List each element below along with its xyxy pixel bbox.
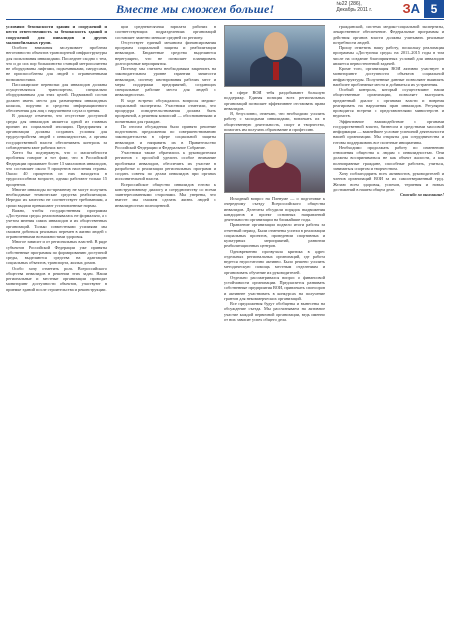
- paragraph: Эффективное взаимодействие с органами государственной власти, бизнесом и средствами массовой информации — важнейшее условие успешной деятельности нашей организации. Мы открыты для сотрудничества и готовы поддерживать все полезные инициативы.: [333, 118, 444, 145]
- paragraph: в сфере ВОИ тебя раздобывают большую поддержку. Единая позиция всех региональных организаций позволяет эффективнее отстаивать права инвалидов.: [224, 90, 325, 111]
- paragraph: Я, безусловно, отмечаю, что необходимо усилить работу с молодыми инвалидами, вовлекать их в общественную деятельность, спорт и творчество, помогать им получать образование и профессию.: [224, 111, 325, 132]
- paragraph: По итогам обсуждения было принято решение подготовить предложения по совершенствованию законодательства в сфере социальной защиты инвалидов и направить их в Правительство Российской Федерации и Федеральное Собрание.: [115, 123, 216, 150]
- paragraph: Правление организации подвело итоги работы за отчетный период. Были отмечены успехи в реализации социальных проектов, проведении спортивных и культурных мероприятий, развитии реабилитационных центров.: [224, 222, 325, 249]
- paragraph: Многое зависит и от региональных властей. В ряде субъектов Российской Федерации уже приняты собственные программы по формированию доступной среды, выделяются средства на адаптацию социальных объектов, транспорта, жилых домов.: [6, 239, 107, 266]
- paragraph: Хотел бы подчеркнуть, что о масштабности проблемы говорит и тот факт, что в Российской Федерации проживает более 13 миллионов инвалидов, что составляет около 9 процентов населения страны. Около 40 процентов из них находятся в трудоспособном возрасте, однако работают только 15 процентов.: [6, 150, 107, 187]
- column-2: [115, 24, 216, 631]
- closing-line: Спасибо за внимание!: [399, 192, 444, 197]
- paragraph: Поэтому мы считаем необходимым закрепить на законодательном уровне гарантии занятости инвалидов, систему квотирования рабочих мест и меры поддержки предприятий, создающих специальные рабочие места для людей с инвалидностью.: [115, 66, 216, 98]
- paragraph: В докладе отмечено, что отсутствие доступной среды для инвалидов является одной из главных причин их социальной изоляции. Предприятия и организации должны создавать условия для трудоустройства людей с инвалидностью, а органы государственной власти обеспечивать контроль за соблюдением квот рабочих мест.: [6, 113, 107, 150]
- paragraph: В ходе встречи обсуждались вопросы медико-социальной экспертизы. Участники отметили, что процедура освидетельствования должна быть прозрачной, а решения комиссий — обоснованными и понятными для граждан.: [115, 97, 216, 124]
- column-1: [6, 24, 107, 631]
- paragraph: ции среднемесячная зарплата рабочих в соответствующих подразделениях организаций составляет заметно меньше средней по региону.: [115, 24, 216, 40]
- paragraph: Участники также обратились к руководителям регионов с просьбой уделить особое внимание проблемам инвалидов, обеспечить их участие в разработке и реализации региональных программ и создать советы по делам инвалидов при органах исполнительной власти.: [115, 150, 216, 182]
- paragraph: Важно, чтобы государственная программа «Доступная среда» реализовывалась не формально, а с учетом мнения самих инвалидов и их общественных организаций. Только совместными усилиями мы сможем добиться реальных перемен в жизни людей с ограниченными возможностями здоровья.: [6, 207, 107, 239]
- paragraph: Многие инвалиды по-прежнему не могут получить необходимые технические средства реабилитации. Нередко их качество не соответствует требованиям, а сроки выдачи превышают установленные нормы.: [6, 186, 107, 208]
- paragraph: Отдельно рассматривался вопрос о финансовой устойчивости организации. Предлагается развивать собственные предприятия ВОИ, привлекать спонсоров и активнее участвовать в конкурсах на получение грантов для некоммерческих организаций.: [224, 274, 325, 301]
- paragraph: Кроме того, организация ВОИ активно участвует в мониторинге доступности объектов социальной инфраструктуры. Полученные данные позволяют выявлять наиболее проблемные места и добиваться их устранения.: [333, 66, 444, 87]
- paragraph: Всероссийское общество инвалидов готово к конструктивному диалогу и сотрудничеству со всеми заинтересованными сторонами. Мы уверены, что вместе мы сможем сделать жизнь людей с инвалидностью полноценной.: [115, 181, 216, 208]
- page-number: 5: [424, 0, 444, 18]
- logo-letter-z: З: [402, 1, 411, 16]
- speaker-tie: [273, 62, 279, 80]
- column-3: [224, 24, 325, 631]
- page-header: [6, 0, 444, 20]
- issue-number: №22 (286),: [336, 1, 362, 7]
- paragraph: Особо хочу отметить роль Всероссийского общества инвалидов в решении этих задач. Наши региональные и местные организации проводят мониторинг доступности объектов, участвуют в приемке зданий после строительства и реконструкции.: [6, 265, 107, 292]
- page-title: Вместе мы сможем больше!: [116, 2, 275, 16]
- paragraph: Отсутствует единый механизм финансирования программ социальной защиты и реабилитации инвалидов. Бюджетные средства выделяются нерегулярно, что не позволяет планировать долгосрочные мероприятия.: [115, 39, 216, 66]
- paragraph: Необходимо продолжать работу по изменению отношения общества к людям с инвалидностью. Они должны восприниматься не как объект жалости, а как полноправные граждане, способные работать, учиться, заниматься спортом и творчеством.: [333, 144, 444, 171]
- paragraph: Исходный вопрос на Пленуме — о подготовке к очередному съезду Всероссийского общества инвалидов. Делегаты обсудили порядок выдвижения кандидатов и проект основных направлений деятельности организации на ближайшие годы.: [224, 196, 325, 222]
- paragraph: Одновременно прозвучала критика в адрес отдельных региональных организаций, где работа ведется недостаточно активно. Было решено усилить методическую помощь местным отделениям и организовать обучение их руководителей.: [224, 248, 325, 275]
- logo-letter-a: А: [410, 1, 420, 16]
- speaker-head: [263, 140, 287, 168]
- issue-date: Декабрь 2011 г.: [336, 7, 372, 13]
- paragraph: Все предложения будут обобщены и вынесены на обсуждение съезда. Мы рассчитываем на активное участие каждой первичной организации, ведь именно от них зависит успех общего дела.: [224, 301, 325, 322]
- paragraph: Особый контроль, который осуществляют наши общественные организации, позволяет выстроить предметный диалог с органами власти и вовремя реагировать на нарушения прав инвалидов. Регулярно проводятся встречи с представителями министерств и ведомств.: [333, 87, 444, 119]
- paragraph: гражданской, система медико-социальной экспертизы, лекарственное обеспечение. Федеральные программы и действия органов власти должны учитывать реальные потребности людей.: [333, 24, 444, 45]
- paragraph: Особого внимания заслуживает проблема неготовности объектов транспортной инфраструктуры для пользования инвалидами. Последнее сходно с тем, что и до сих пор большинство станций метрополитена не оборудованы лифтами, подъемниками, пандусами, не приспособлены для людей с ограниченными возможностями.: [6, 45, 107, 82]
- speaker-photo: [224, 25, 325, 87]
- newspaper-logo: [402, 1, 420, 16]
- paragraph: условиям безопасности здания и сооружений и нести ответственность за безопасность зданий и сооружений для инвалидов и других маломобильных групп.: [6, 24, 107, 45]
- paragraph: Прошу отметить вашу работу, поскольку реализация программы «Доступная среда» на 2011–2015 годы в том числе на создание благоприятных условий для инвалидов является первостепенной задачей.: [333, 45, 444, 66]
- speaker-head: [264, 32, 288, 60]
- paragraph: Хочу поблагодарить всех активистов, руководителей и членов организаций ВОИ за их самоотверженный труд. Желаю всем здоровья, успехов, терпения и новых достижений в нашем общем деле.: [333, 171, 444, 192]
- speaker-photo-2: [224, 133, 325, 193]
- column-4: [333, 24, 444, 631]
- issue-info: [336, 1, 372, 13]
- paragraph: Пассажирские перевозки для инвалидов должны осуществляться транспортом, специально оборудованным для этих целей. Подвижной состав должен иметь места для размещения инвалидных колясок, поручни и средства информационного обеспечения для лиц с нарушением слуха и зрения.: [6, 81, 107, 113]
- article-columns: [6, 24, 444, 631]
